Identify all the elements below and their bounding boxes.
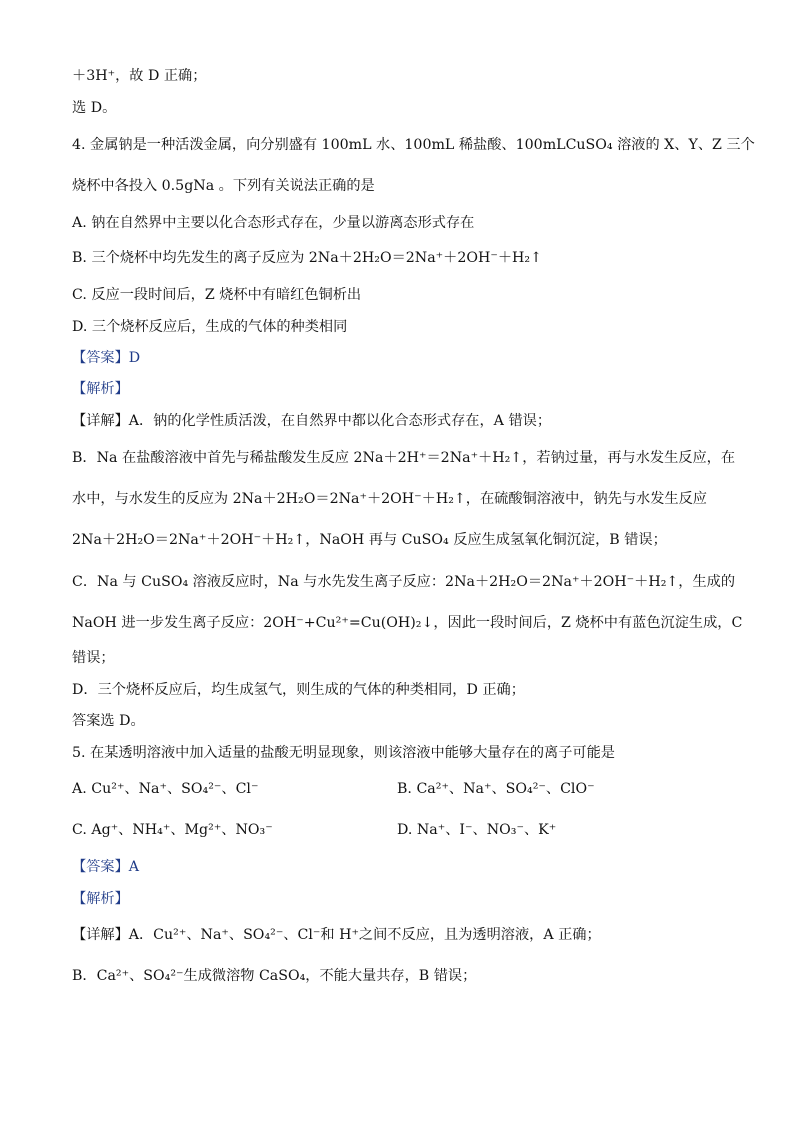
text-line: ＋3H⁺，故 D 正确； xyxy=(72,68,207,84)
q5-option-b: B. Ca²⁺、Na⁺、SO₄²⁻、ClO⁻ xyxy=(397,781,595,797)
conclusion: 答案选 D。 xyxy=(72,713,145,729)
q5-option-d: D. Na⁺、I⁻、NO₃⁻、K⁺ xyxy=(397,822,557,838)
detail-b-cont: 2Na＋2H₂O＝2Na⁺＋2OH⁻＋H₂↑，NaOH 再与 CuSO₄ 反应生成氢氧化铜沉淀，B 错误； xyxy=(72,532,667,548)
detail-d: D．三个烧杯反应后，均生成氢气，则生成的气体的种类相同，D 正确； xyxy=(72,682,525,698)
option-d: D. 三个烧杯反应后，生成的气体的种类相同 xyxy=(72,319,348,335)
detail-a: 【详解】A．钠的化学性质活泼，在自然界中都以化合态形式存在，A 错误； xyxy=(72,413,552,429)
question-5-stem: 5. 在某透明溶液中加入适量的盐酸无明显现象，则该溶液中能够大量存在的离子可能是 xyxy=(72,745,615,761)
option-a: A. 钠在自然界中主要以化合态形式存在，少量以游离态形式存在 xyxy=(72,215,475,231)
question-4-stem: 4. 金属钠是一种活泼金属，向分别盛有 100mL 水、100mL 稀盐酸、100mLCuSO₄ 溶液的 X、Y、Z 三个 xyxy=(72,137,755,153)
detail-b: B．Ca²⁺、SO₄²⁻生成微溶物 CaSO₄，不能大量共存，B 错误； xyxy=(72,968,477,984)
q5-option-c: C. Ag⁺、NH₄⁺、Mg²⁺、NO₃⁻ xyxy=(72,822,273,838)
analysis-label: 【解析】 xyxy=(72,381,129,397)
text-line: 选 D。 xyxy=(72,100,117,116)
question-4-stem-cont: 烧杯中各投入 0.5gNa 。下列有关说法正确的是 xyxy=(72,178,375,194)
answer-label: 【答案】A xyxy=(72,859,139,875)
detail-b-cont: 水中，与水发生的反应为 2Na＋2H₂O＝2Na⁺＋2OH⁻＋H₂↑，在硫酸铜溶液中，钠先与水发生反应 xyxy=(72,491,707,507)
detail-a: 【详解】A．Cu²⁺、Na⁺、SO₄²⁻、Cl⁻和 H⁺之间不反应，且为透明溶液，A 正确； xyxy=(72,927,601,943)
option-b: B. 三个烧杯中均先发生的离子反应为 2Na＋2H₂O＝2Na⁺＋2OH⁻＋H₂↑ xyxy=(72,250,542,266)
answer-label: 【答案】D xyxy=(72,350,141,366)
detail-c: C．Na 与 CuSO₄ 溶液反应时，Na 与水先发生离子反应：2Na＋2H₂O＝2Na⁺＋2OH⁻＋H₂↑，生成的 xyxy=(72,574,736,590)
detail-b: B．Na 在盐酸溶液中首先与稀盐酸发生反应 2Na＋2H⁺＝2Na⁺＋H₂↑，若钠过量，再与水发生反应，在 xyxy=(72,450,736,466)
option-c: C. 反应一段时间后，Z 烧杯中有暗红色铜析出 xyxy=(72,287,362,303)
q5-option-a: A. Cu²⁺、Na⁺、SO₄²⁻、Cl⁻ xyxy=(72,781,259,797)
detail-c-cont: 错误； xyxy=(72,650,115,666)
detail-c-cont: NaOH 进一步发生离子反应：2OH⁻+Cu²⁺=Cu(OH)₂↓，因此一段时间后，Z 烧杯中有蓝色沉淀生成，C xyxy=(72,615,743,631)
analysis-label: 【解析】 xyxy=(72,891,129,907)
